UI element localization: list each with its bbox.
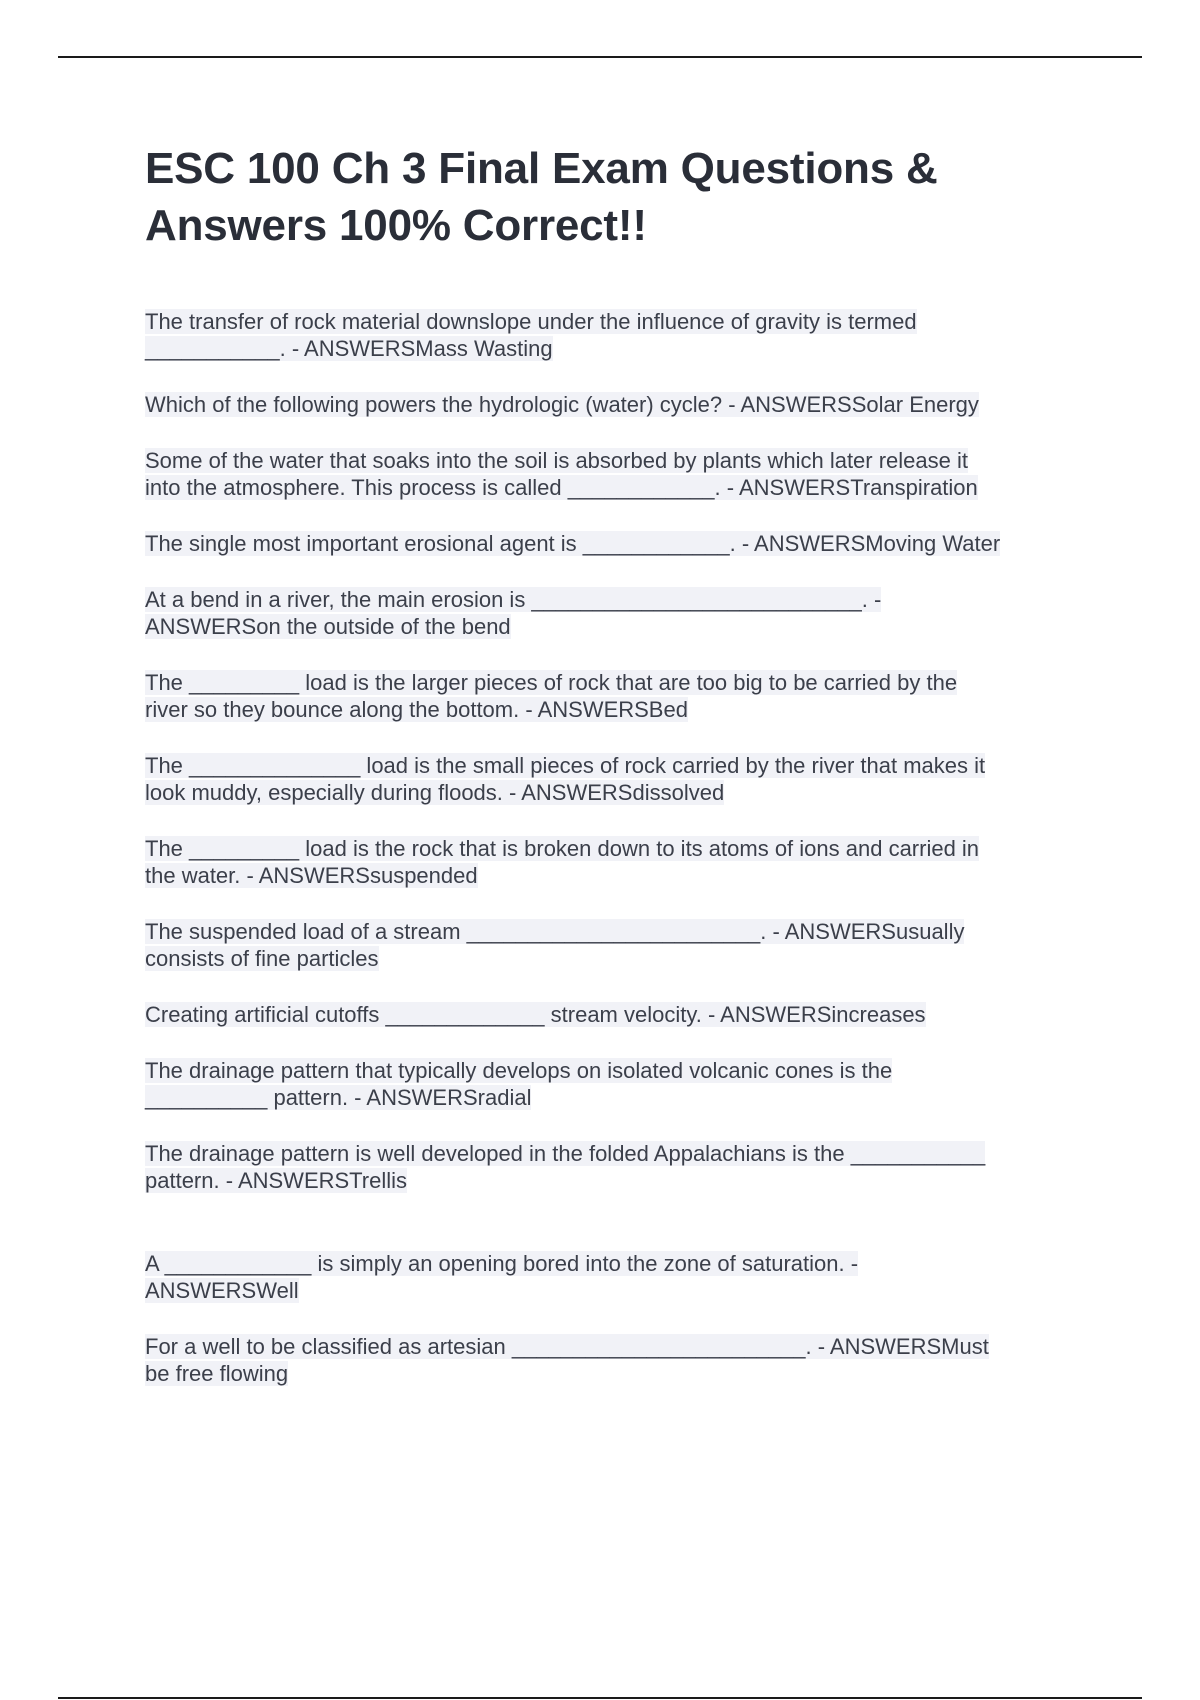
qa-item-13: A ____________ is simply an opening bored into the zone of saturation. - ANSWERSWell	[145, 1251, 859, 1303]
qa-item-8: The _________ load is the rock that is broken down to its atoms of ions and carried in the water. - ANSWERSsuspended	[145, 836, 980, 888]
qa-item-4: The single most important erosional agent is ____________. - ANSWERSMoving Water	[145, 531, 1001, 556]
document-body	[145, 140, 1095, 1416]
top-rule	[58, 56, 1142, 58]
qa-item-5: At a bend in a river, the main erosion is ___________________________. - ANSWERSon the outside of the bend	[145, 587, 882, 639]
qa-item-6: The _________ load is the larger pieces of rock that are too big to be carried by the river so they bounce along the bottom. - ANSWERSBed	[145, 670, 958, 722]
qa-item-1: The transfer of rock material downslope under the influence of gravity is termed ___________. - ANSWERSMass Wasting	[145, 309, 917, 361]
qa-item-14: For a well to be classified as artesian ________________________. - ANSWERSMust be free flowing	[145, 1334, 989, 1386]
qa-item-11: The drainage pattern that typically develops on isolated volcanic cones is the __________ pattern. - ANSWERSradial	[145, 1058, 893, 1110]
qa-list	[145, 308, 1095, 1387]
qa-item-7: The ______________ load is the small pieces of rock carried by the river that makes it look muddy, especially during floods. - ANSWERSdissolved	[145, 753, 986, 805]
bottom-rule	[58, 1697, 1142, 1699]
qa-item-2: Which of the following powers the hydrologic (water) cycle? - ANSWERSSolar Energy	[145, 392, 979, 417]
qa-item-3: Some of the water that soaks into the soil is absorbed by plants which later release it into the atmosphere. This process is called ____________. - ANSWERSTranspiration	[145, 448, 978, 500]
qa-item-10: Creating artificial cutoffs _____________ stream velocity. - ANSWERSincreases	[145, 1002, 926, 1027]
qa-item-9: The suspended load of a stream ________________________. - ANSWERSusually consists of fine particles	[145, 919, 965, 971]
page-title: ESC 100 Ch 3 Final Exam Questions & Answers 100% Correct!!	[145, 144, 938, 250]
qa-item-12: The drainage pattern is well developed in the folded Appalachians is the ___________ pattern. - ANSWERSTrellis	[145, 1141, 986, 1193]
